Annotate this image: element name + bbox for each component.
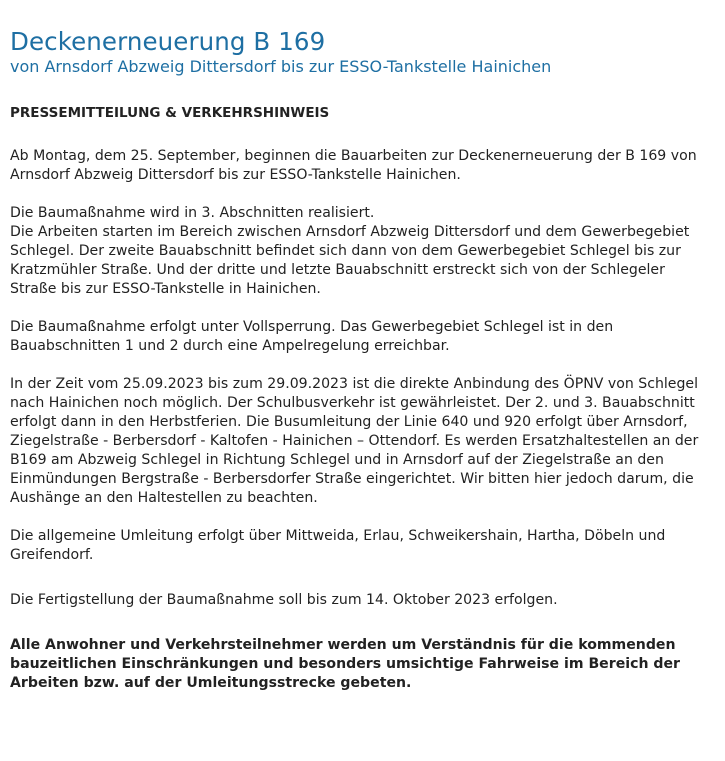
paragraph-closing-appeal: Alle Anwohner und Verkehrsteilnehmer werden um Verständnis für die kommenden bauzeitlichen Einschränkungen und besonders umsichtige Fahrweise im Bereich der Arbeiten bzw. auf der Umleitungsstrecke gebeten. — [10, 637, 680, 691]
paragraph-sections-intro: Die Baumaßnahme wird in 3. Abschnitten realisiert. — [10, 205, 375, 221]
page-title: Deckenerneuerung B 169 — [10, 27, 326, 56]
paragraph-completion: Die Fertigstellung der Baumaßnahme soll bis zum 14. Oktober 2023 erfolgen. — [10, 592, 558, 608]
press-release-label: PRESSEMITTEILUNG & VERKEHRSHINWEIS — [10, 105, 330, 121]
page-subtitle: von Arnsdorf Abzweig Dittersdorf bis zur ESSO-Tankstelle Hainichen — [10, 57, 552, 76]
article-body — [10, 147, 710, 693]
paragraph-public-transport: In der Zeit vom 25.09.2023 bis zum 29.09.2023 ist die direkte Anbindung des ÖPNV von Schlegel nach Hainichen noch möglich. Der Schulbusverkehr ist gewährleistet. Der 2. und 3. Bauabschnitt erfolgt dann in den Herbstferien. Die Busumleitung der Linie 640 und 920 erfolgt über Arnsdorf, Ziegelstraße - Berbersdorf - Kaltofen - Hainichen – Ottendorf. Es werden Ersatzhaltestellen an der B169 am Abzweig Schlegel in Richtung Schlegel und in Arnsdorf auf der Ziegelstraße an den Einmündungen Bergstraße - Berbersdorfer Straße eingerichtet. Wir bitten hier jedoch darum, die Aushänge an den Haltestellen zu beachten. — [10, 376, 699, 506]
paragraph-closure: Die Baumaßnahme erfolgt unter Vollsperrung. Das Gewerbegebiet Schlegel ist in den Bauabschnitten 1 und 2 durch eine Ampelregelung erreichbar. — [10, 319, 614, 354]
paragraph-start-date: Ab Montag, dem 25. September, beginnen die Bauarbeiten zur Deckenerneuerung der B 169 von Arnsdorf Abzweig Dittersdorf bis zur ESSO-Tankstelle Hainichen. — [10, 148, 697, 183]
paragraph-sections-detail: Die Arbeiten starten im Bereich zwischen Arnsdorf Abzweig Dittersdorf und dem Gewerbegebiet Schlegel. Der zweite Bauabschnitt befindet sich dann von dem Gewerbegebiet Schlegel bis zur Kratzmühler Straße. Und der dritte und letzte Bauabschnitt erstreckt sich von der Schlegeler Straße bis zur ESSO-Tankstelle in Hainichen. — [10, 224, 690, 297]
paragraph-detour: Die allgemeine Umleitung erfolgt über Mittweida, Erlau, Schweikershain, Hartha, Döbeln und Greifendorf. — [10, 528, 666, 563]
